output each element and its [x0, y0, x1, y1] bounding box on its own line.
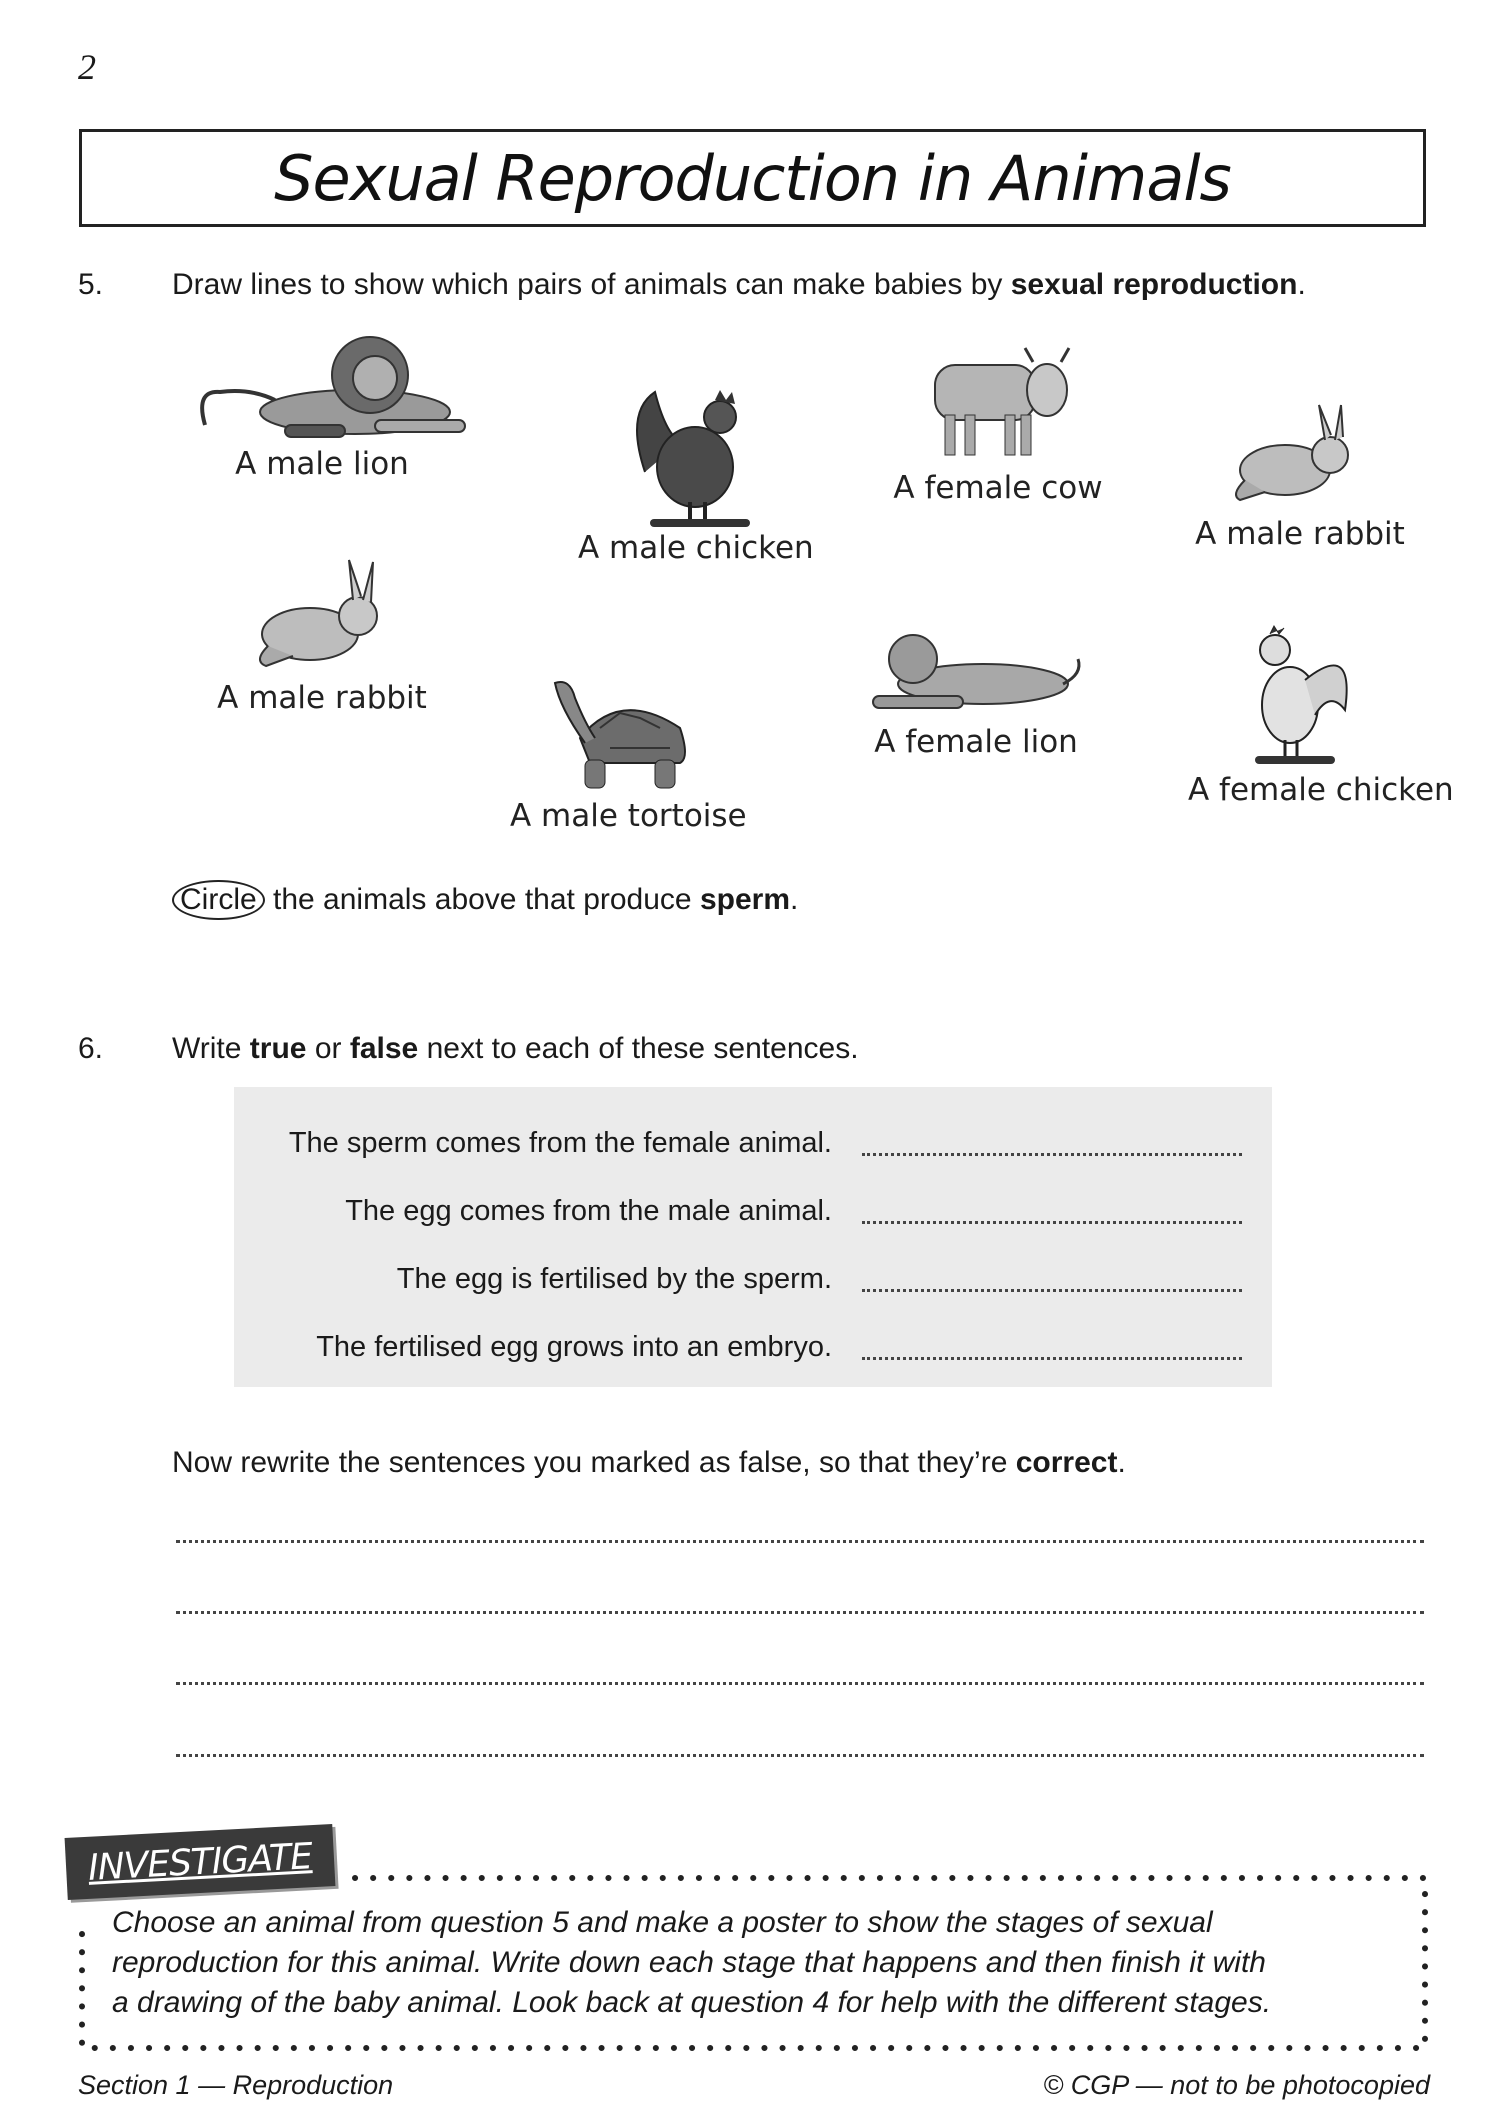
label-male-chicken: A male chicken — [578, 530, 814, 566]
male-rabbit-2-illustration — [248, 556, 398, 676]
rewrite-line-3[interactable] — [176, 1682, 1424, 1685]
tf-sentence-2: The egg comes from the male animal. — [345, 1195, 832, 1227]
tf-answer-line-4[interactable] — [862, 1357, 1242, 1360]
title-box — [79, 129, 1426, 227]
label-male-rabbit-2: A male rabbit — [217, 680, 427, 716]
male-chicken-illustration — [625, 372, 755, 530]
footer-right: © CGP — not to be photocopied — [1043, 2070, 1430, 2100]
investigate-line-3: a drawing of the baby animal. Look back at question 4 for help with the different stages. — [112, 1986, 1272, 2019]
label-female-lion: A female lion — [874, 724, 1078, 760]
question-6-number: 6. — [78, 1032, 104, 1065]
true-false-panel — [234, 1087, 1272, 1387]
rewrite-line-1[interactable] — [176, 1540, 1424, 1543]
question-6-text: Write true or false next to each of these sentences. — [172, 1032, 859, 1065]
tf-sentence-4: The fertilised egg grows into an embryo. — [316, 1331, 832, 1363]
tf-answer-line-3[interactable] — [862, 1289, 1242, 1292]
tf-sentence-1: The sperm comes from the female animal. — [288, 1127, 832, 1159]
tf-answer-line-2[interactable] — [862, 1221, 1242, 1224]
footer-left: Section 1 — Reproduction — [78, 2070, 394, 2100]
circle-word: Circle — [172, 880, 265, 920]
circle-instruction: Circle the animals above that produce sperm. — [172, 880, 798, 920]
page-title: Sexual Reproduction in Animals — [274, 141, 1231, 215]
female-lion-illustration — [868, 624, 1088, 720]
question-5-text: Draw lines to show which pairs of animals can make babies by sexual reproduction. — [172, 268, 1306, 301]
page-number: 2 — [78, 47, 96, 87]
tf-sentence-3: The egg is fertilised by the sperm. — [396, 1263, 832, 1295]
label-female-chicken: A female chicken — [1188, 772, 1454, 808]
male-rabbit-1-illustration — [1225, 400, 1365, 510]
female-chicken-illustration — [1245, 620, 1365, 770]
rewrite-instruction: Now rewrite the sentences you marked as false, so that they’re correct. — [172, 1446, 1126, 1479]
female-cow-illustration — [925, 340, 1075, 466]
male-lion-illustration — [195, 330, 470, 448]
question-5-number: 5. — [78, 268, 104, 301]
label-male-rabbit-1: A male rabbit — [1195, 516, 1405, 552]
label-female-cow: A female cow — [893, 470, 1103, 506]
label-male-tortoise: A male tortoise — [510, 798, 747, 834]
tf-answer-line-1[interactable] — [862, 1153, 1242, 1156]
investigate-line-2: reproduction for this animal. Write down each stage that happens and then finish it with — [112, 1946, 1266, 1979]
label-male-lion: A male lion — [235, 446, 409, 482]
investigate-label: INVESTIGATE — [87, 1835, 313, 1889]
male-tortoise-illustration — [540, 668, 705, 794]
rewrite-line-2[interactable] — [176, 1611, 1424, 1614]
investigate-line-1: Choose an animal from question 5 and make a poster to show the stages of sexual — [112, 1906, 1213, 1939]
rewrite-line-4[interactable] — [176, 1754, 1424, 1757]
investigate-text — [112, 1903, 1412, 2023]
